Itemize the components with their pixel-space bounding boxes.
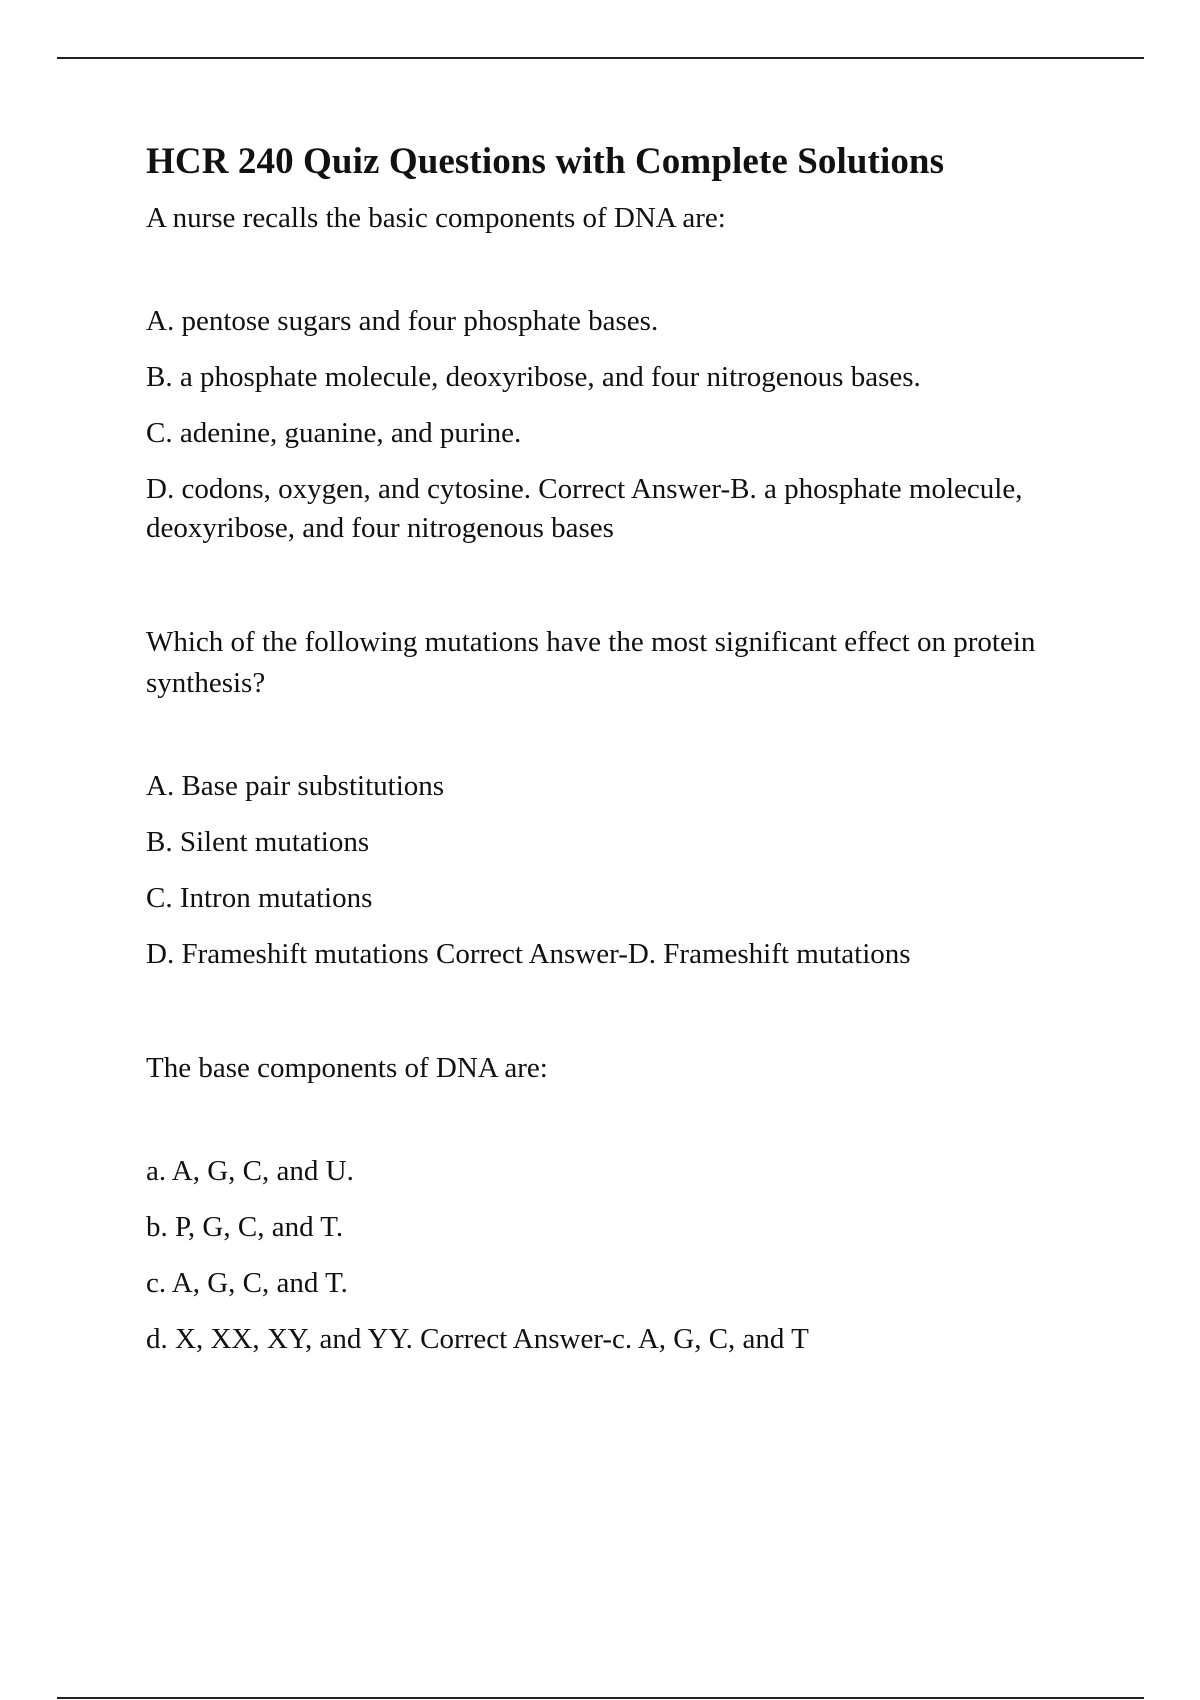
answer-option: C. Intron mutations bbox=[146, 882, 373, 915]
answer-option: B. a phosphate molecule, deoxyribose, and four nitrogenous bases. bbox=[146, 361, 921, 394]
answer-option-with-correct-answer: D. Frameshift mutations Correct Answer-D. Frameshift mutations bbox=[146, 938, 911, 971]
question-prompt: A nurse recalls the basic components of DNA are: bbox=[146, 202, 726, 235]
answer-options bbox=[146, 767, 1066, 974]
answer-option: C. adenine, guanine, and purine. bbox=[146, 417, 522, 450]
document-title: HCR 240 Quiz Questions with Complete Solutions bbox=[146, 141, 945, 182]
answer-option: B. Silent mutations bbox=[146, 826, 370, 859]
footer-rule bbox=[57, 1697, 1144, 1699]
answer-options bbox=[146, 1152, 1066, 1359]
document-body bbox=[146, 140, 1066, 1359]
answer-option-with-correct-answer: D. codons, oxygen, and cytosine. Correct Answer-B. a phosphate molecule, deoxyribose, and four nitrogenous bases bbox=[146, 473, 1023, 545]
answer-option: A. pentose sugars and four phosphate bases. bbox=[146, 305, 659, 338]
question-2 bbox=[146, 622, 1066, 974]
header-rule bbox=[57, 57, 1144, 59]
answer-option-with-correct-answer: d. X, XX, XY, and YY. Correct Answer-c. A, G, C, and T bbox=[146, 1323, 809, 1356]
question-3 bbox=[146, 1048, 1066, 1359]
answer-options bbox=[146, 302, 1066, 548]
answer-option: A. Base pair substitutions bbox=[146, 770, 445, 803]
answer-option: a. A, G, C, and U. bbox=[146, 1155, 354, 1188]
question-prompt: Which of the following mutations have the most significant effect on protein synthesis? bbox=[146, 626, 1036, 700]
question-1 bbox=[146, 198, 1066, 548]
question-prompt: The base components of DNA are: bbox=[146, 1052, 548, 1085]
answer-option: c. A, G, C, and T. bbox=[146, 1267, 348, 1300]
answer-option: b. P, G, C, and T. bbox=[146, 1211, 344, 1244]
